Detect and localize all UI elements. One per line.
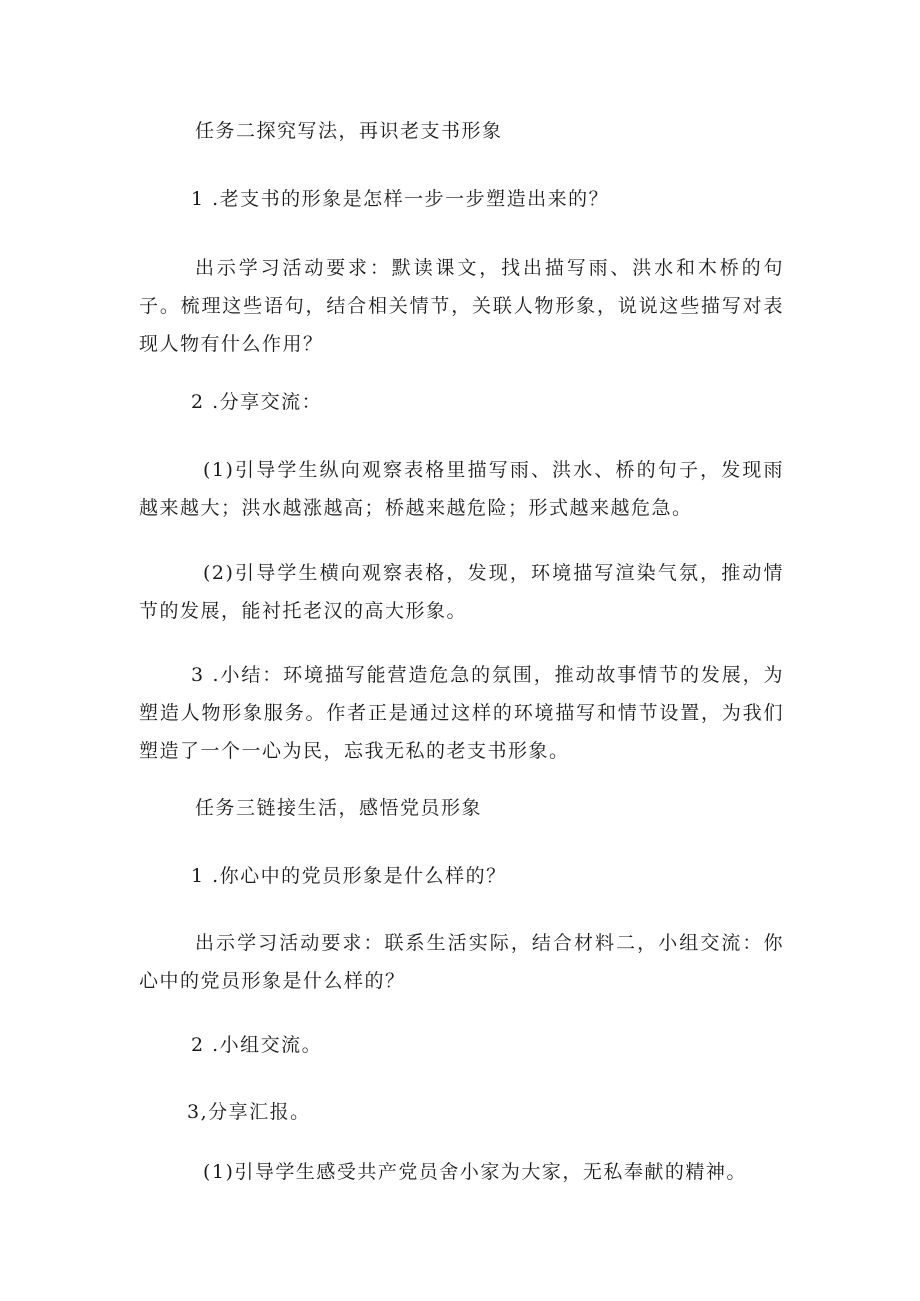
share-exchange-heading: 2 .分享交流： xyxy=(191,391,323,413)
question-party-member: 1 .你心中的党员形象是什么样的？ xyxy=(191,865,507,887)
activity-requirement-1: 出示学习活动要求：默读课文，找出描写雨、洪水和木桥的句子。梳理这些语句，结合相关情节，关联人物形象，说说这些描写对表现人物有什么作用？ xyxy=(139,257,784,355)
task-three-heading: 任务三链接生活，感悟党员形象 xyxy=(195,797,483,819)
task-two-heading: 任务二探究写法，再识老支书形象 xyxy=(195,120,503,142)
group-exchange: 2 .小组交流。 xyxy=(191,1034,323,1056)
summary-paragraph: 3 .小结：环境描写能营造危急的氛围，推动故事情节的发展，为塑造人物形象服务。作者正是通过这样的环境描写和情节设置，为我们塑造了一个一心为民，忘我无私的老支书形象。 xyxy=(139,664,784,762)
guide-dedication: (1)引导学生感受共产党员舍小家为大家，无私奉献的精神。 xyxy=(203,1161,747,1183)
activity-requirement-2: 出示学习活动要求：联系生活实际，结合材料二，小组交流：你心中的党员形象是什么样的？ xyxy=(139,932,784,992)
question-1: 1 .老支书的形象是怎样一步一步塑造出来的？ xyxy=(191,188,610,210)
guide-horizontal-observation: (2)引导学生横向观察表格，发现，环境描写渲染气氛，推动情节的发展，能衬托老汉的高大形象。 xyxy=(139,562,784,622)
share-report: 3,分享汇报。 xyxy=(187,1101,311,1123)
guide-vertical-observation: (1)引导学生纵向观察表格里描写雨、洪水、桥的句子，发现雨越来越大；洪水越涨越高；桥越来越危险；形式越来越危急。 xyxy=(139,459,784,519)
